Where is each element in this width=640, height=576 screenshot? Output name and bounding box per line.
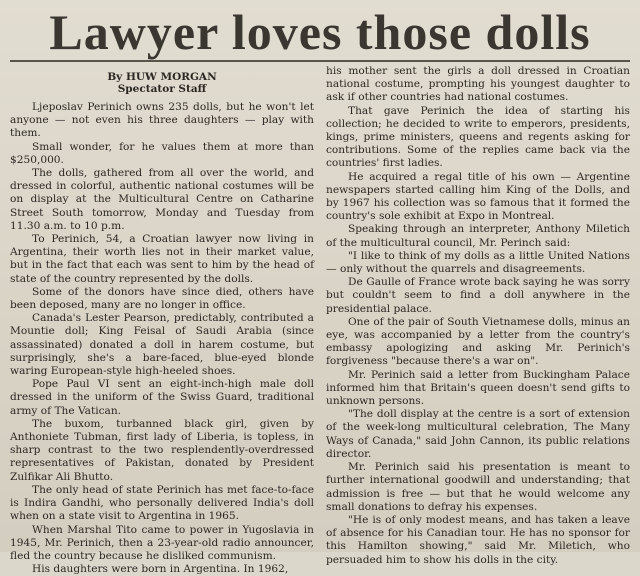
article-paragraph: "I like to think of my dolls as a little United Nations — only without the quarrels and disagreements. [326,249,630,276]
article-paragraph: The buxom, turbanned black girl, given by Anthoniete Tubman, first lady of Liberia, is topless, in sharp contrast to the two resplendently-overdressed representatives of Pakistan, donated by President Zulfikar Ali Bhutto. [10,417,314,483]
article-paragraph: One of the pair of South Vietnamese dolls, minus an eye, was accompanied by a letter from the country's embassy apologizing and asking Mr. Perinich's forgiveness "because there's a war on". [326,315,630,368]
byline-role: Spectator Staff [117,83,207,95]
article-paragraph: The only head of state Perinich has met face-to-face is Indira Gandhi, who personally delivered India's doll when on a state visit to Argentina in 1965. [10,483,314,523]
article-paragraph: Speaking through an interpreter, Anthony Miletich of the multicultural council, Mr. Perinch said: [326,223,630,249]
article-paragraph: When Marshal Tito came to power in Yugoslavia in 1945, Mr. Perinich, then a 23-year-old radio announcer, fled the country because he disliked communism. [10,523,314,562]
article-paragraph: "The doll display at the centre is a sort of extension of the week-long multicultural celebration, The Many Ways of Canada," said John Cannon, its public relations director. [326,408,630,460]
article-paragraph: His daughters were born in Argentina. In 1962, [32,563,289,576]
headline: Lawyer loves those dolls [49,4,591,60]
article-paragraph: Some of the donors have since died, others have been deposed, many are no longer in office. [10,285,314,312]
article-paragraph: He acquired a regal title of his own — Argentine newspapers started calling him King of the Dolls, and by 1967 his collection was so famous that it formed the country's sole exhibit at Expo in Montreal. [326,170,630,223]
article-paragraph: his mother sent the girls a doll dressed in Croatian national costume, prompting his youngest daughter to ask if other countries had national costumes. [326,65,630,104]
article-paragraph: De Gaulle of France wrote back saying he was sorry but couldn't seem to find a doll anywhere in the presidential palace. [326,276,630,315]
byline-name: By HUW MORGAN [107,71,217,83]
article-body [10,65,630,576]
headline-rule [10,60,630,62]
article-paragraph: Pope Paul VI sent an eight-inch-high male doll dressed in the uniform of the Swiss Guard, traditional army of The Vatican. [10,378,314,417]
left-column [10,65,314,576]
article-paragraph: The dolls, gathered from all over the world, and dressed in colorful, authentic national costumes will be on display at the Multicultural Centre on Catharine Street South tomorrow, Monday and Tuesday from 11.30 a.m. to 10 p.m. [10,167,314,232]
article-paragraph: To Perinich, 54, a Croatian lawyer now living in Argentina, their worth lies not in their market value, but in the fact that each was sent to him by the head of state of the country represented by the dolls. [10,233,314,285]
article-paragraph: Ljeposlav Perinich owns 235 dolls, but he won't let anyone — not even his three daughters — play with them. [10,101,314,140]
article-paragraph: "He is of only modest means, and has taken a leave of absence for his Canadian tour. He has no sponsor for this Hamilton showing," said Mr. Miletich, who persuaded him to show his dolls in the city. [326,513,630,566]
article-paragraph: That gave Perinich the idea of starting his collection; he decided to write to emperors, presidents, kings, prime ministers, queens and regents asking for contributions. Some of the replies came back via the countries' first ladies. [326,104,630,170]
article-paragraph: Mr. Perinich said a letter from Buckingham Palace informed him that Britain's queen doesn't send gifts to unknown persons. [326,368,630,408]
article-paragraph: Mr. Perinich said his presentation is meant to further international goodwill and understanding; that admission is free — but that he would welcome any small donations to defray his expenses. [326,461,630,513]
byline [10,71,314,95]
article-paragraph: Canada's Lester Pearson, predictably, contributed a Mountie doll; King Feisal of Saudi Arabia (since assassinated) donated a doll in harem costume, but surprisingly, she's a bare-faced, blue-eyed blonde waring European-style high-heeled shoes. [10,312,314,378]
right-column [326,65,630,576]
article-paragraph: Small wonder, for he values them at more than $250,000. [10,140,314,166]
